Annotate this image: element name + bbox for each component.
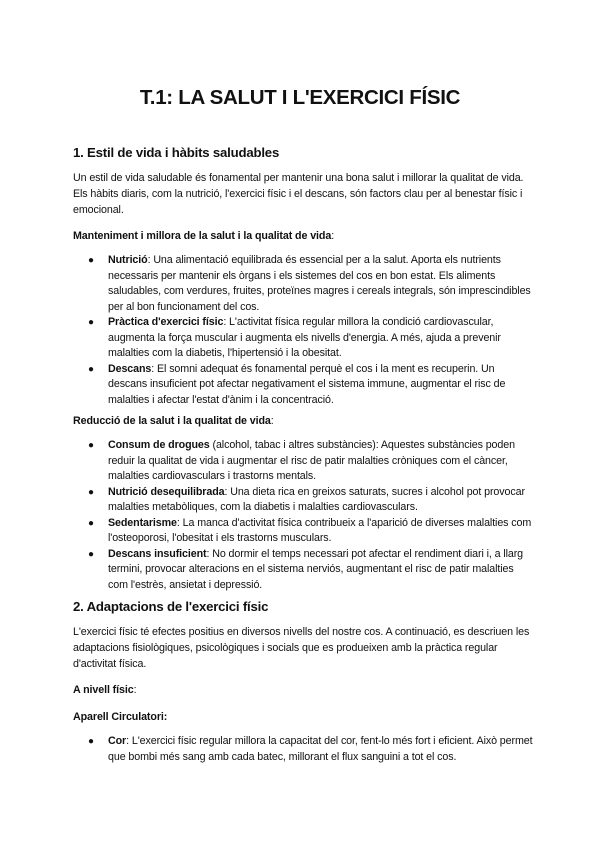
bullet-icon: ● <box>88 486 94 498</box>
item-term: Nutrició <box>108 254 148 266</box>
item-term: Cor <box>108 735 127 747</box>
reduce-heading: Reducció de la salut i la qualitat de vida: <box>73 415 274 427</box>
bullet-icon: ● <box>88 440 94 451</box>
bullet-icon: ● <box>88 548 94 560</box>
item-text: : El somni adequat és fonamental perquè el cos i la ment es recuperin. Un descans insuficient pot afectar negativament el sistema immune, augmentar el risc de malalties i afectar l'estat d'ànim i la concentració. <box>108 362 506 406</box>
item-term: Pràctica d'exercici físic <box>108 316 224 328</box>
item-term: Nutrició desequilibrada <box>108 485 225 498</box>
maintain-heading: Manteniment i millora de la salut i la qualitat de vida: <box>73 230 335 242</box>
bullet-icon: ● <box>88 517 94 529</box>
circulatory-list <box>73 734 533 765</box>
item-term: Sedentarisme <box>108 516 177 529</box>
list-item <box>73 253 533 315</box>
reduce-heading-text: Reducció de la salut i la qualitat de vida <box>73 415 271 427</box>
section2-intro: L'exercici físic té efectes positius en diversos nivells del nostre cos. A continuació, es descriuen les adaptacions fisiològiques, psicològiques i socials que es produeixen amb la pràctica regular d'activitat física. <box>73 626 530 670</box>
circulatory-heading <box>73 709 167 725</box>
section2-heading: 2. Adaptacions de l'exercici físic <box>73 599 269 614</box>
bullet-icon: ● <box>88 317 94 328</box>
bullet-icon: ● <box>88 363 94 375</box>
list-item <box>73 734 533 765</box>
bullet-icon: ● <box>88 736 94 747</box>
list-item <box>73 485 533 516</box>
item-text: : No dormir el temps necessari pot afectar el rendiment diari i, a llarg termini, provocar alteracions en el sistema nerviós, augmentant el risc de patir malalties com l'estrès, ansietat i depressió. <box>108 547 524 591</box>
list-item <box>73 315 533 362</box>
item-text: : Una dieta rica en greixos saturats, sucres i alcohol pot provocar malalties metabòliques, com la diabetis i malalties cardiovasculars. <box>108 485 525 513</box>
section1-intro: Un estil de vida saludable és fonamental per mantenir una bona salut i millorar la qualitat de vida. Els hàbits diaris, com la nutrició, l'exercici físic i el descans, són factors clau per al benestar físic i emocional. <box>73 172 524 216</box>
list-item <box>73 516 533 547</box>
physical-level-text: A nivell físic <box>73 684 134 696</box>
item-term: Descans insuficient <box>108 547 207 560</box>
item-text: : Una alimentació equilibrada és essencial per a la salut. Aporta els nutrients necessaris per mantenir els òrgans i els sistemes del cos en bon estat. Els aliments saludables, com verdures, fruites, proteïnes magres i cereals integrals, són imprescindibles per al bon funcionament del cos. <box>108 254 531 313</box>
maintain-heading-text: Manteniment i millora de la salut i la qualitat de vida <box>73 230 332 242</box>
item-text: : L'activitat física regular millora la condició cardiovascular, augmenta la força muscular i augmenta els nivells d'energia. A més, ajuda a prevenir malalties com la diabetis, l'hipertensió i la obesitat. <box>108 316 501 359</box>
physical-level-heading: A nivell físic: <box>73 684 137 696</box>
section1-heading: 1. Estil de vida i hàbits saludables <box>73 145 280 160</box>
maintain-list <box>73 253 533 408</box>
reduce-list <box>73 438 533 593</box>
item-text: : L'exercici físic regular millora la capacitat del cor, fent-lo més fort i eficient. Això permet que bombi més sang amb cada batec, millorant el flux sanguini a tot el cos. <box>108 735 533 763</box>
item-term: Consum de drogues <box>108 439 210 451</box>
list-item <box>73 362 533 409</box>
document-title: T.1: LA SALUT I L'EXERCICI FÍSIC <box>139 86 461 109</box>
item-term: Descans <box>108 362 152 375</box>
list-item <box>73 438 533 485</box>
list-item <box>73 547 533 594</box>
circulatory-heading-text: Aparell Circulatori: <box>73 711 168 723</box>
item-text: (alcohol, tabac i altres substàncies): Aquestes substàncies poden reduir la qualitat de vida i augmentar el risc de patir malalties cròniques com el càncer, malalties cardiovasculars i trastorns mentals. <box>108 439 515 482</box>
bullet-icon: ● <box>88 255 94 266</box>
item-text: : La manca d'activitat física contribueix a l'aparició de diverses malalties com l'osteoporosi, l'obesitat i els trastorns musculars. <box>108 516 532 544</box>
